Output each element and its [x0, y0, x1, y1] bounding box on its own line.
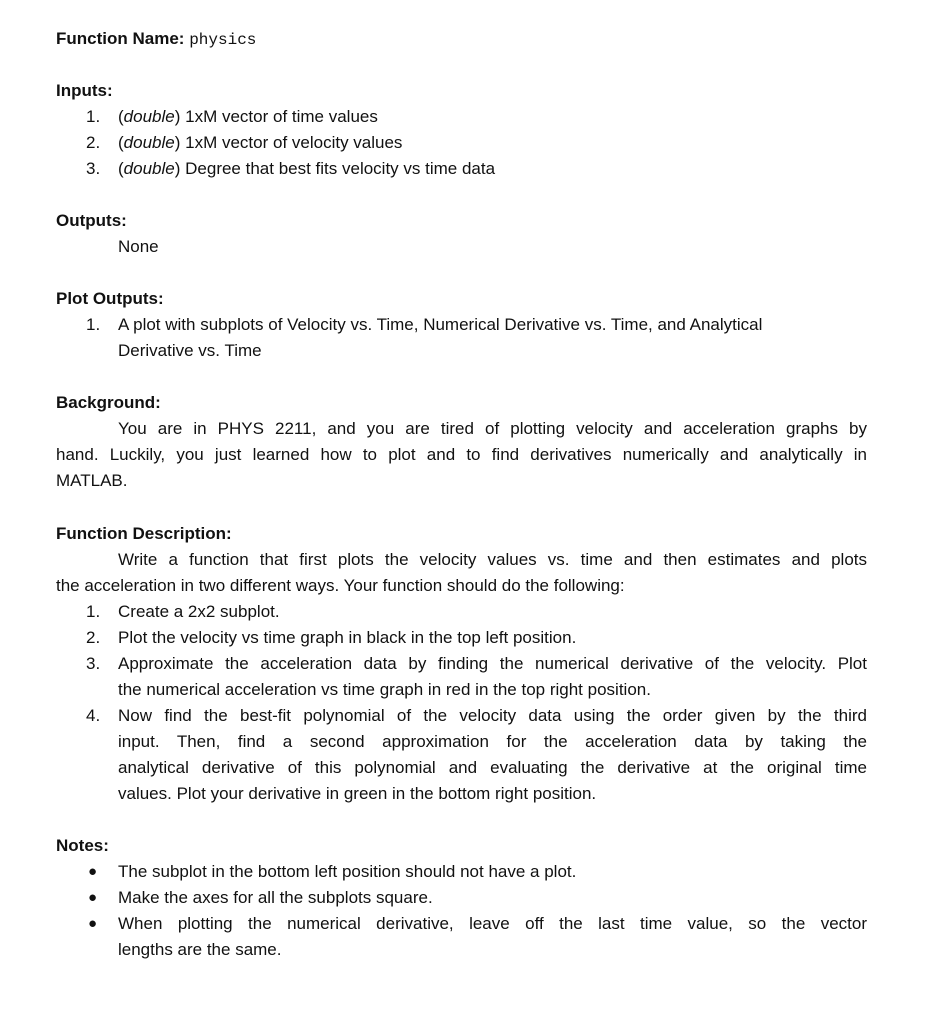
step-number: 2. [86, 628, 101, 647]
function-name-label: Function Name: [56, 29, 185, 48]
input-item-type: double [123, 159, 175, 178]
description-intro-line: Write a function that first plots the velocity values vs. time and then estimates and plots [118, 550, 867, 569]
outputs-heading: Outputs: [56, 211, 127, 230]
note-text-line: The subplot in the bottom left position should not have a plot. [118, 862, 577, 881]
notes-heading: Notes: [56, 836, 109, 855]
input-item-text: (double) 1xM vector of time values [118, 107, 378, 126]
plot-output-text-line: Derivative vs. Time [118, 341, 262, 360]
step-text-line: Plot the velocity vs time graph in black in the top left position. [118, 628, 577, 647]
input-item-text: (double) Degree that best fits velocity vs time data [118, 159, 496, 178]
step-number: 3. [86, 654, 101, 673]
input-item-number: 1. [86, 107, 101, 126]
background-line: hand. Luckily, you just learned how to plot and to find derivatives numerically and analytically in [56, 445, 867, 464]
bullet-icon: ● [88, 889, 98, 906]
input-item-description: 1xM vector of velocity values [180, 133, 403, 152]
step-text-line: values. Plot your derivative in green in the bottom right position. [118, 784, 597, 803]
input-item-number: 2. [86, 133, 101, 152]
input-item-type: double [123, 107, 175, 126]
outputs-value: None [118, 237, 159, 256]
background-heading: Background: [56, 393, 161, 412]
step-number: 1. [86, 602, 101, 621]
plot-outputs-heading: Plot Outputs: [56, 289, 164, 308]
note-text-line: lengths are the same. [118, 940, 282, 959]
note-text-line: Make the axes for all the subplots square. [118, 888, 433, 907]
function-name-value: physics [189, 31, 257, 49]
background-line: MATLAB. [56, 471, 128, 490]
function-description-heading: Function Description: [56, 524, 232, 543]
bullet-icon: ● [88, 915, 98, 932]
step-text-line: Approximate the acceleration data by finding the numerical derivative of the velocity. Plot [118, 654, 867, 673]
background-line: You are in PHYS 2211, and you are tired of plotting velocity and acceleration graphs by [118, 419, 867, 438]
step-text-line: the numerical acceleration vs time graph in red in the top right position. [118, 680, 651, 699]
description-intro-line: the acceleration in two different ways. Your function should do the following: [56, 576, 625, 595]
input-item-description: Degree that best fits velocity vs time data [180, 159, 496, 178]
step-number: 4. [86, 706, 101, 725]
input-item-description: 1xM vector of time values [180, 107, 378, 126]
step-text-line: analytical derivative of this polynomial and evaluating the derivative at the original time [118, 758, 867, 777]
step-text-line: input. Then, find a second approximation for the acceleration data by taking the [118, 732, 867, 751]
input-item-number: 3. [86, 159, 101, 178]
input-item-text: (double) 1xM vector of velocity values [118, 133, 403, 152]
bullet-icon: ● [88, 863, 98, 880]
input-item-type: double [123, 133, 175, 152]
plot-output-number: 1. [86, 315, 101, 334]
note-text-line: When plotting the numerical derivative, leave off the last time value, so the vector [118, 914, 867, 933]
step-text-line: Now find the best-fit polynomial of the velocity data using the order given by the third [118, 706, 867, 725]
plot-output-text-line: A plot with subplots of Velocity vs. Time, Numerical Derivative vs. Time, and Analytical [118, 315, 763, 334]
function-name-row [56, 29, 256, 50]
step-text-line: Create a 2x2 subplot. [118, 602, 280, 621]
inputs-heading: Inputs: [56, 81, 113, 100]
